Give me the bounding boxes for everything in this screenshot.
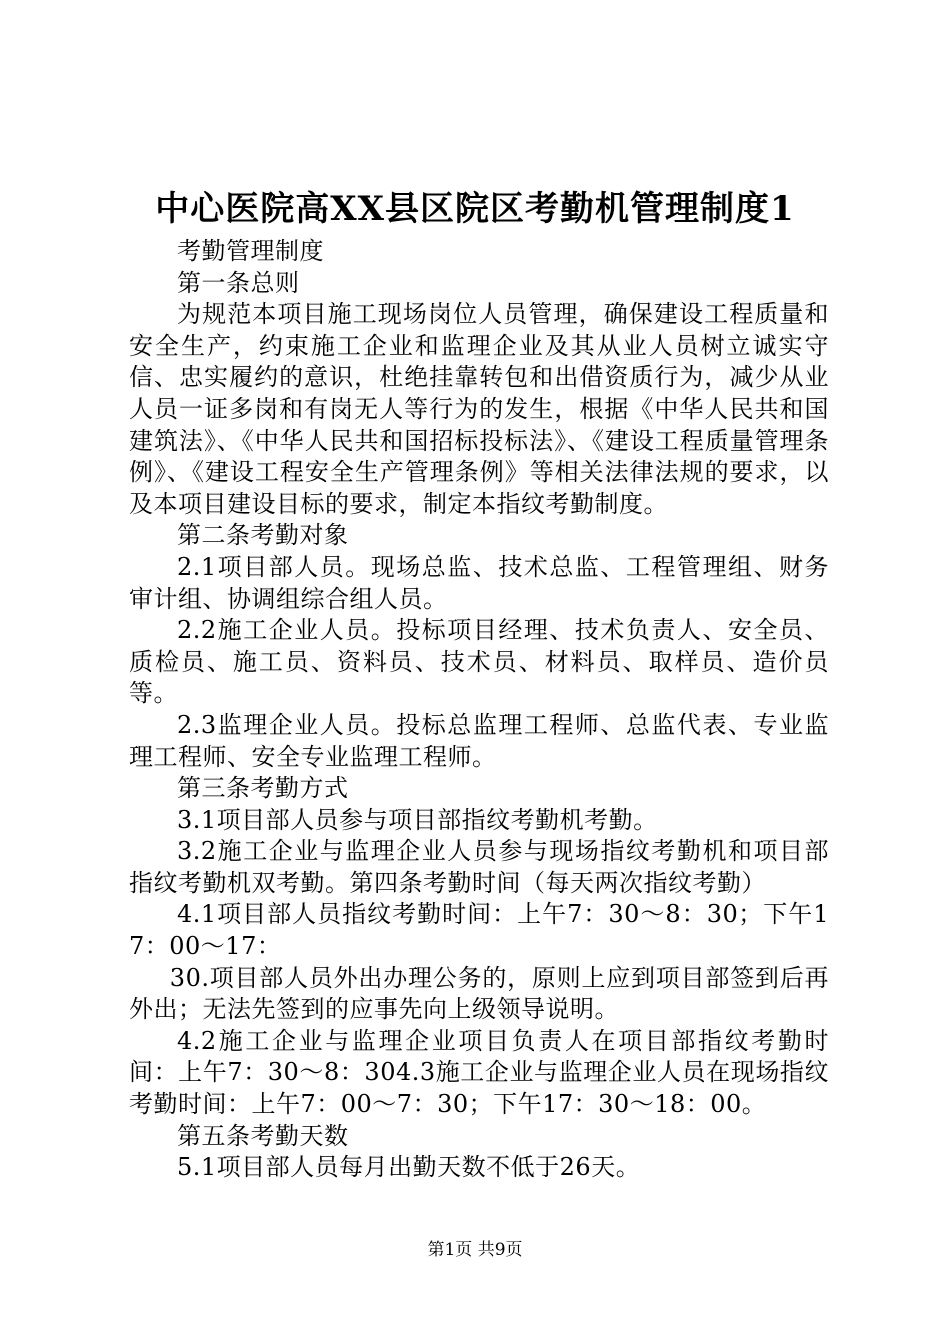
document-title: 中心医院高XX县区院区考勤机管理制度1 bbox=[155, 189, 795, 229]
paragraph-5-1: 5.1项目部人员每月出勤天数不低于26天。 bbox=[177, 1153, 641, 1182]
paragraph-4-1: 4.1项目部人员指纹考勤时间：上午7：30～8：30；下午17：00～17： bbox=[129, 900, 829, 961]
paragraph-general-principles: 为规范本项目施工现场岗位人员管理，确保建设工程质量和安全生产，约束施工企业和监理企业及其从业人员树立诚实守信、忠实履约的意识，杜绝挂靠转包和出借资质行为，减少从业人员一证多岗和有岗无人等行为的发生，根据《中华人民共和国建筑法》、《中华人民共和国招标投标法》、《建设工程质量管理条例》、《建设工程安全生产管理条例》等相关法律法规的要求，以及本项目建设目标的要求，制定本指纹考勤制度。 bbox=[129, 300, 829, 518]
paragraph-2-2: 2.2施工企业人员。投标项目经理、技术负责人、安全员、质检员、施工员、资料员、技术员、材料员、取样员、造价员等。 bbox=[129, 616, 829, 708]
document-body bbox=[129, 236, 829, 1184]
paragraph-4-1-continued: 30.项目部人员外出办理公务的，原则上应到项目部签到后再外出；无法先签到的应事先向上级领导说明。 bbox=[129, 963, 829, 1024]
paragraph-3-2: 3.2施工企业与监理企业人员参与现场指纹考勤机和项目部指纹考勤机双考勤。第四条考勤时间（每天两次指纹考勤） bbox=[129, 837, 829, 897]
paragraph-heading-system: 考勤管理制度 bbox=[177, 237, 324, 265]
paragraph-article-2: 第二条考勤对象 bbox=[177, 521, 349, 550]
paragraph-article-1: 第一条总则 bbox=[177, 268, 300, 297]
paragraph-2-3: 2.3监理企业人员。投标总监理工程师、总监代表、专业监理工程师、安全专业监理工程师。 bbox=[129, 710, 829, 771]
paragraph-article-3: 第三条考勤方式 bbox=[177, 774, 349, 803]
page-number-footer: 第1页 共9页 bbox=[427, 1240, 523, 1260]
paragraph-3-1: 3.1项目部人员参与项目部指纹考勤机考勤。 bbox=[177, 805, 658, 834]
paragraph-2-1: 2.1项目部人员。现场总监、技术总监、工程管理组、财务审计组、协调组综合组人员。 bbox=[129, 552, 829, 613]
paragraph-4-2: 4.2施工企业与监理企业项目负责人在项目部指纹考勤时间：上午7：30～8：304.3施工企业与监理企业人员在现场指纹考勤时间：上午7：00～7：30；下午17：30～18：00。 bbox=[129, 1026, 829, 1119]
paragraph-article-5: 第五条考勤天数 bbox=[177, 1121, 349, 1150]
